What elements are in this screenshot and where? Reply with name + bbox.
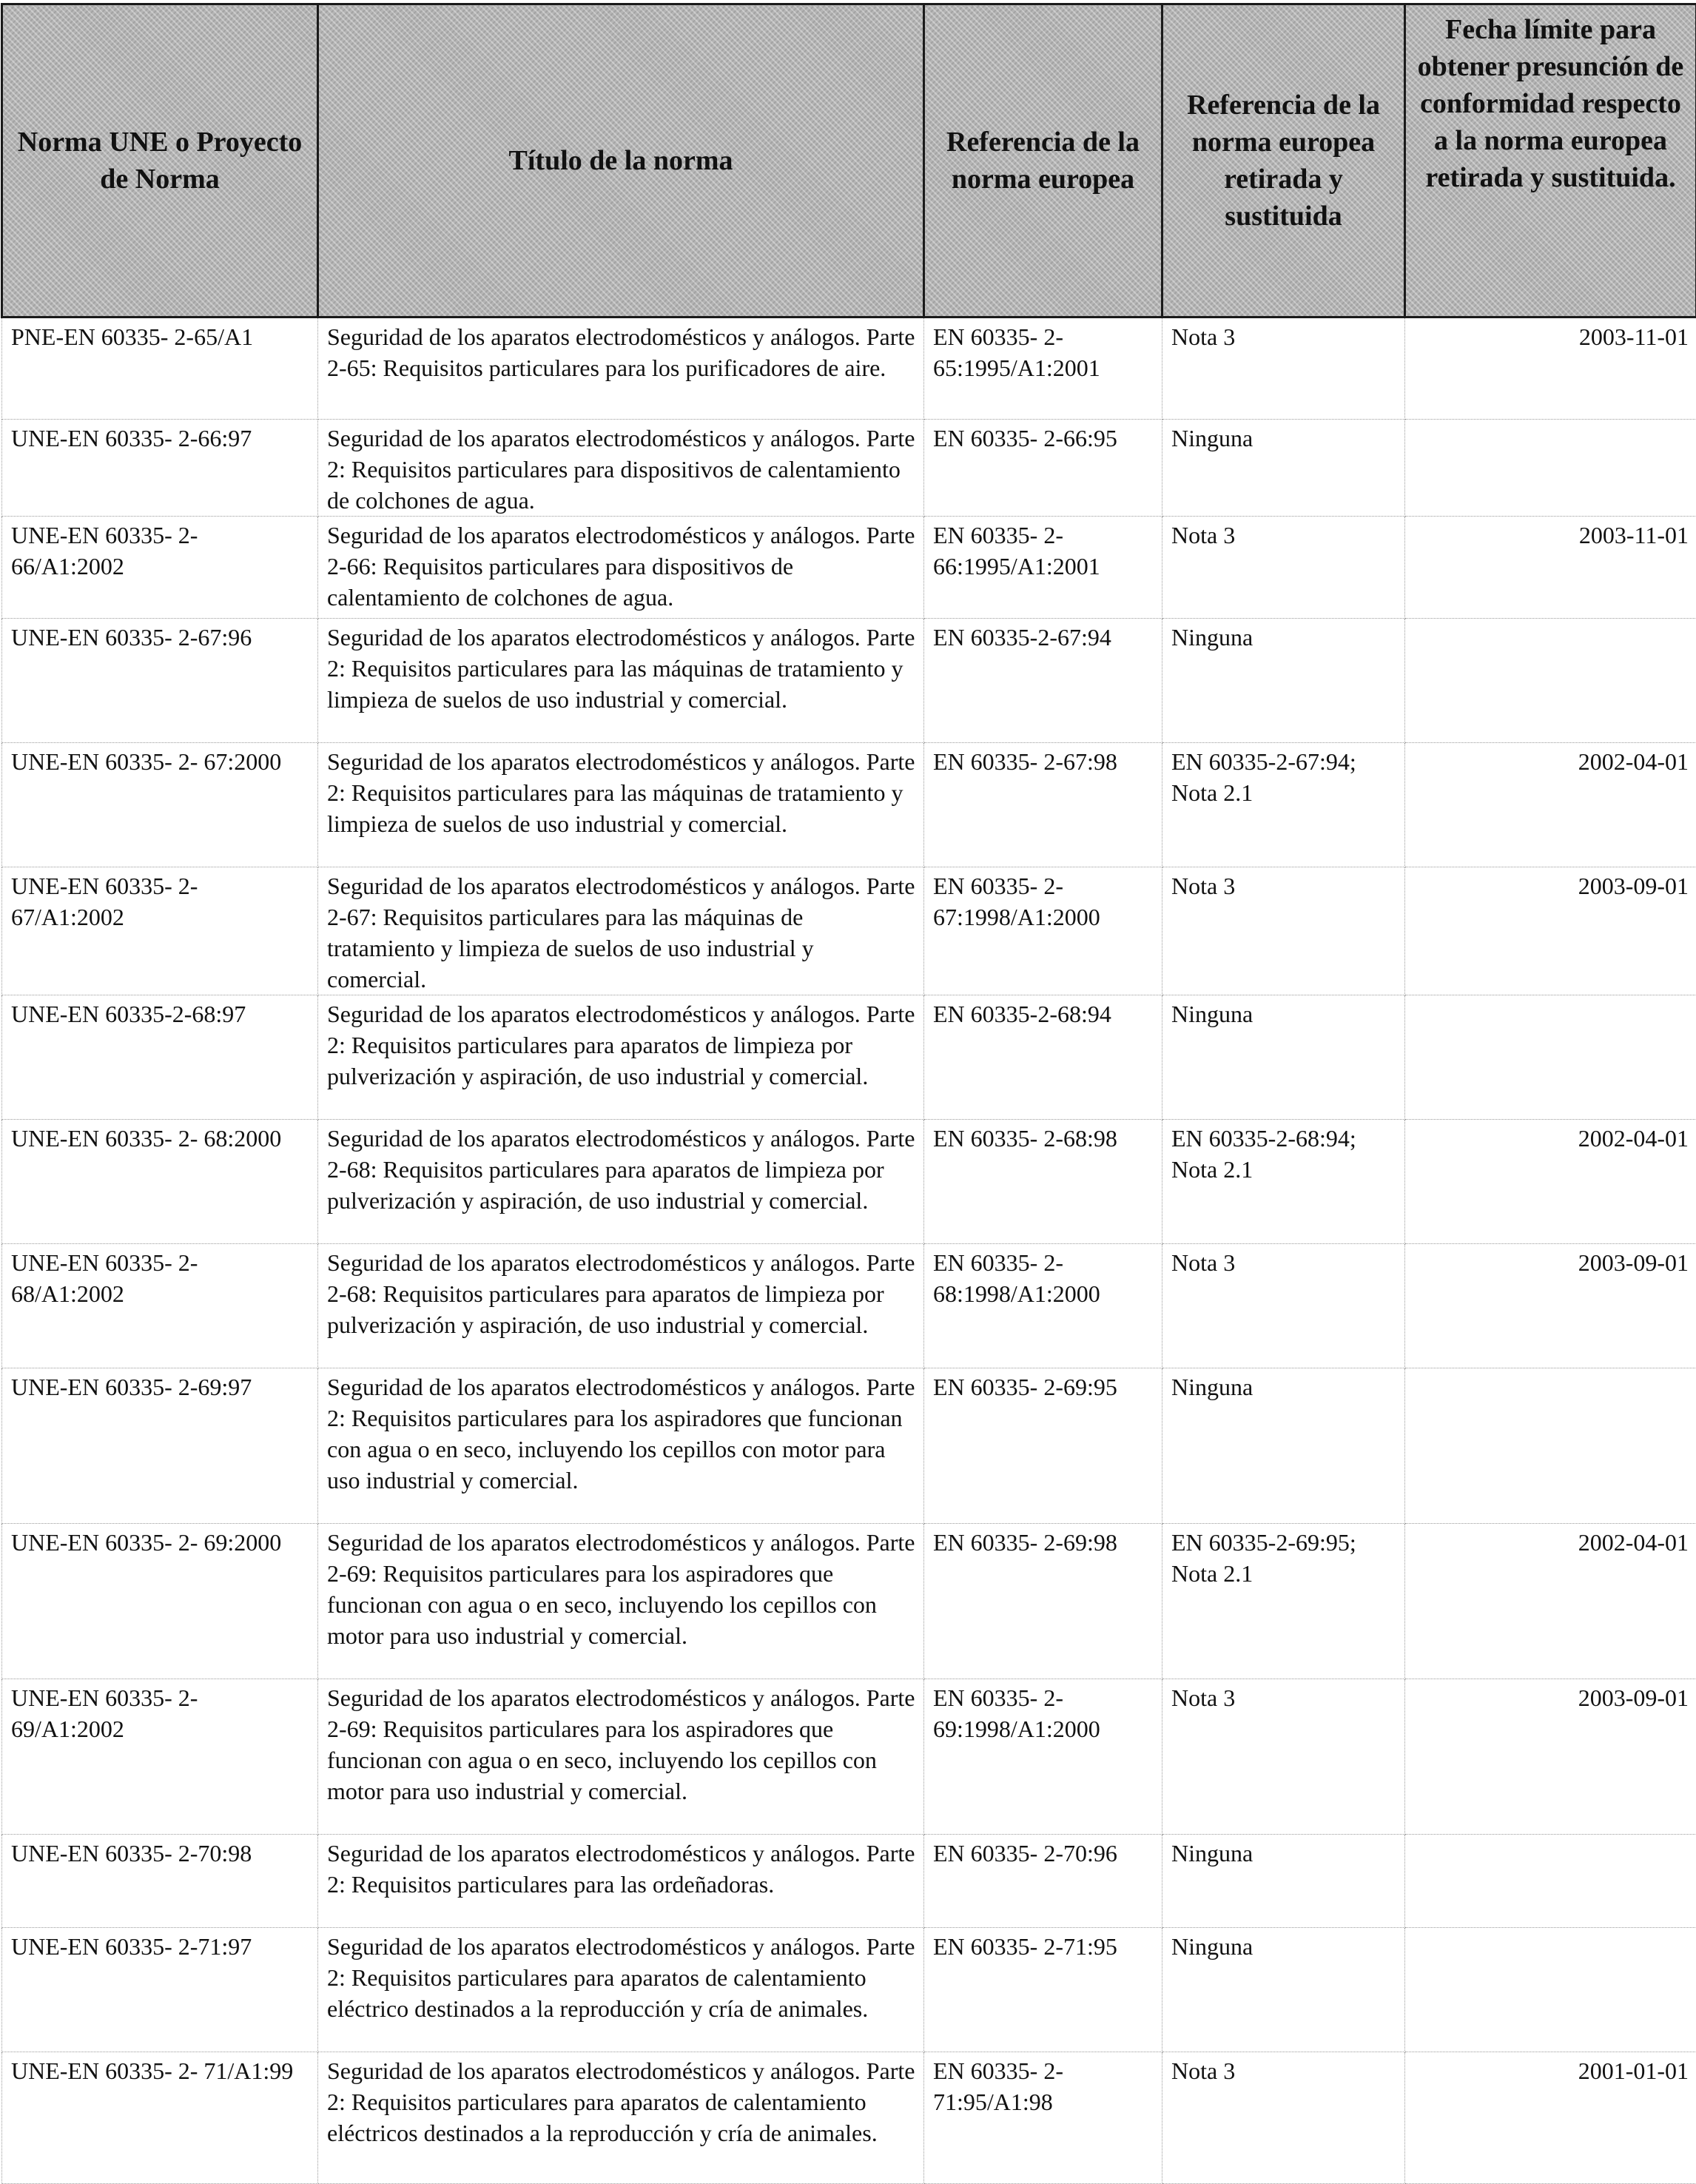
cell-norma-une: UNE-EN 60335- 2-67:96: [2, 619, 318, 743]
cell-referencia-europea: EN 60335-2-68:94: [924, 995, 1162, 1120]
cell-titulo: Seguridad de los aparatos electrodomésticos y análogos. Parte 2-68: Requisitos particulares para aparatos de limpieza por pulverización y aspiración, de uso industrial y comercial.: [318, 1120, 924, 1244]
header-norma-une: Norma UNE o Proyecto de Norma: [2, 4, 318, 317]
cell-fecha-limite: [1405, 1368, 1696, 1524]
cell-norma-une: UNE-EN 60335- 2-71:97: [2, 1928, 318, 2052]
cell-norma-une: UNE-EN 60335- 2-69:97: [2, 1368, 318, 1524]
cell-referencia-retirada: EN 60335-2-68:94; Nota 2.1: [1162, 1120, 1405, 1244]
cell-titulo: Seguridad de los aparatos electrodomésticos y análogos. Parte 2: Requisitos particulares para aparatos de calentamiento eléctrico destinados a la reproducción y cría de animales.: [318, 1928, 924, 2052]
cell-referencia-europea: EN 60335- 2- 66:1995/A1:2001: [924, 517, 1162, 619]
cell-referencia-retirada: Ninguna: [1162, 995, 1405, 1120]
cell-referencia-retirada: Nota 3: [1162, 517, 1405, 619]
header-titulo: Título de la norma: [318, 4, 924, 317]
cell-referencia-europea: EN 60335- 2- 71:95/A1:98: [924, 2052, 1162, 2184]
cell-fecha-limite: [1405, 995, 1696, 1120]
cell-fecha-limite: [1405, 420, 1696, 517]
table-row: [2, 1928, 1696, 2052]
cell-referencia-retirada: Ninguna: [1162, 420, 1405, 517]
standards-table: [1, 3, 1696, 2184]
cell-titulo: Seguridad de los aparatos electrodomésticos y análogos. Parte 2-69: Requisitos particulares para los aspiradores que funcionan con agua o en seco, incluyendo los cepillos con motor para uso industrial y comercial.: [318, 1524, 924, 1679]
cell-referencia-retirada: Ninguna: [1162, 1835, 1405, 1928]
cell-norma-une: UNE-EN 60335- 2- 68:2000: [2, 1120, 318, 1244]
table-row: [2, 1120, 1696, 1244]
cell-referencia-retirada: Nota 3: [1162, 317, 1405, 420]
cell-titulo: Seguridad de los aparatos electrodomésticos y análogos. Parte 2: Requisitos particulares para los aspiradores que funcionan con agua o en seco, incluyendo los cepillos con motor para uso industrial y comercial.: [318, 1368, 924, 1524]
cell-fecha-limite: 2003-09-01: [1405, 867, 1696, 995]
cell-referencia-retirada: Nota 3: [1162, 1679, 1405, 1835]
cell-titulo: Seguridad de los aparatos electrodomésticos y análogos. Parte 2: Requisitos particulares para aparatos de calentamiento eléctricos destinados a la reproducción y cría de animales.: [318, 2052, 924, 2184]
cell-referencia-retirada: Ninguna: [1162, 619, 1405, 743]
cell-referencia-europea: EN 60335- 2- 67:1998/A1:2000: [924, 867, 1162, 995]
cell-referencia-europea: EN 60335- 2-69:98: [924, 1524, 1162, 1679]
cell-fecha-limite: 2002-04-01: [1405, 1524, 1696, 1679]
cell-norma-une: UNE-EN 60335- 2- 68/A1:2002: [2, 1244, 318, 1368]
cell-referencia-europea: EN 60335- 2- 68:1998/A1:2000: [924, 1244, 1162, 1368]
cell-referencia-europea: EN 60335- 2-70:96: [924, 1835, 1162, 1928]
table-row: [2, 517, 1696, 619]
cell-referencia-retirada: Nota 3: [1162, 867, 1405, 995]
cell-fecha-limite: 2002-04-01: [1405, 1120, 1696, 1244]
cell-fecha-limite: 2003-09-01: [1405, 1679, 1696, 1835]
table-body: [2, 317, 1696, 2184]
cell-fecha-limite: 2001-01-01: [1405, 2052, 1696, 2184]
cell-referencia-retirada: Ninguna: [1162, 1928, 1405, 2052]
table-row: [2, 867, 1696, 995]
cell-titulo: Seguridad de los aparatos electrodomésticos y análogos. Parte 2-67: Requisitos particulares para las máquinas de tratamiento y limpieza de suelos de uso industrial y comercial.: [318, 867, 924, 995]
cell-norma-une: UNE-EN 60335- 2-66:97: [2, 420, 318, 517]
cell-referencia-retirada: EN 60335-2-67:94; Nota 2.1: [1162, 743, 1405, 867]
header-referencia-retirada: Referencia de la norma europea retirada y sustituida: [1162, 4, 1405, 317]
cell-norma-une: UNE-EN 60335- 2- 69:2000: [2, 1524, 318, 1679]
cell-norma-une: UNE-EN 60335- 2- 69/A1:2002: [2, 1679, 318, 1835]
table-row: [2, 1835, 1696, 1928]
cell-fecha-limite: 2002-04-01: [1405, 743, 1696, 867]
header-fecha-limite: Fecha límite para obtener presunción de conformidad respecto a la norma europea retirada y sustituida.: [1405, 4, 1696, 317]
cell-norma-une: UNE-EN 60335-2-68:97: [2, 995, 318, 1120]
table-row: [2, 1368, 1696, 1524]
cell-referencia-europea: EN 60335- 2-66:95: [924, 420, 1162, 517]
cell-titulo: Seguridad de los aparatos electrodomésticos y análogos. Parte 2: Requisitos particulares para dispositivos de calentamiento de colchones de agua.: [318, 420, 924, 517]
header-referencia-europea: Referencia de la norma europea: [924, 4, 1162, 317]
cell-titulo: Seguridad de los aparatos electrodomésticos y análogos. Parte 2-65: Requisitos particulares para los purificadores de aire.: [318, 317, 924, 420]
cell-referencia-retirada: Nota 3: [1162, 2052, 1405, 2184]
cell-referencia-europea: EN 60335- 2-71:95: [924, 1928, 1162, 2052]
cell-referencia-europea: EN 60335- 2-67:98: [924, 743, 1162, 867]
cell-norma-une: UNE-EN 60335- 2- 66/A1:2002: [2, 517, 318, 619]
cell-fecha-limite: 2003-11-01: [1405, 517, 1696, 619]
cell-titulo: Seguridad de los aparatos electrodomésticos y análogos. Parte 2: Requisitos particulares para las máquinas de tratamiento y limpieza de suelos de uso industrial y comercial.: [318, 743, 924, 867]
cell-referencia-europea: EN 60335- 2- 69:1998/A1:2000: [924, 1679, 1162, 1835]
cell-fecha-limite: [1405, 1928, 1696, 2052]
cell-referencia-europea: EN 60335-2-67:94: [924, 619, 1162, 743]
header-row: [2, 4, 1696, 317]
table-row: [2, 619, 1696, 743]
cell-titulo: Seguridad de los aparatos electrodomésticos y análogos. Parte 2: Requisitos particulares para las máquinas de tratamiento y limpieza de suelos de uso industrial y comercial.: [318, 619, 924, 743]
table-row: [2, 743, 1696, 867]
cell-norma-une: UNE-EN 60335- 2- 67/A1:2002: [2, 867, 318, 995]
cell-norma-une: UNE-EN 60335- 2-70:98: [2, 1835, 318, 1928]
cell-fecha-limite: 2003-09-01: [1405, 1244, 1696, 1368]
cell-referencia-europea: EN 60335- 2-69:95: [924, 1368, 1162, 1524]
cell-norma-une: UNE-EN 60335- 2- 71/A1:99: [2, 2052, 318, 2184]
cell-titulo: Seguridad de los aparatos electrodomésticos y análogos. Parte 2-69: Requisitos particulares para los aspiradores que funcionan con agua o en seco, incluyendo los cepillos con motor para uso industrial y comercial.: [318, 1679, 924, 1835]
cell-norma-une: UNE-EN 60335- 2- 67:2000: [2, 743, 318, 867]
table-row: [2, 420, 1696, 517]
cell-fecha-limite: [1405, 619, 1696, 743]
cell-referencia-retirada: EN 60335-2-69:95; Nota 2.1: [1162, 1524, 1405, 1679]
table-row: [2, 1679, 1696, 1835]
cell-referencia-retirada: Nota 3: [1162, 1244, 1405, 1368]
table-row: [2, 1524, 1696, 1679]
cell-titulo: Seguridad de los aparatos electrodomésticos y análogos. Parte 2: Requisitos particulares para aparatos de limpieza por pulverización y aspiración, de uso industrial y comercial.: [318, 995, 924, 1120]
cell-titulo: Seguridad de los aparatos electrodomésticos y análogos. Parte 2-68: Requisitos particulares para aparatos de limpieza por pulverización y aspiración, de uso industrial y comercial.: [318, 1244, 924, 1368]
cell-fecha-limite: 2003-11-01: [1405, 317, 1696, 420]
table-row: [2, 2052, 1696, 2184]
table-row: [2, 995, 1696, 1120]
cell-titulo: Seguridad de los aparatos electrodomésticos y análogos. Parte 2-66: Requisitos particulares para dispositivos de calentamiento de colchones de agua.: [318, 517, 924, 619]
cell-fecha-limite: [1405, 1835, 1696, 1928]
cell-referencia-europea: EN 60335- 2- 65:1995/A1:2001: [924, 317, 1162, 420]
cell-norma-une: PNE-EN 60335- 2-65/A1: [2, 317, 318, 420]
cell-titulo: Seguridad de los aparatos electrodomésticos y análogos. Parte 2: Requisitos particulares para las ordeñadoras.: [318, 1835, 924, 1928]
table-row: [2, 317, 1696, 420]
table-header: [2, 4, 1696, 317]
cell-referencia-retirada: Ninguna: [1162, 1368, 1405, 1524]
cell-referencia-europea: EN 60335- 2-68:98: [924, 1120, 1162, 1244]
table-row: [2, 1244, 1696, 1368]
